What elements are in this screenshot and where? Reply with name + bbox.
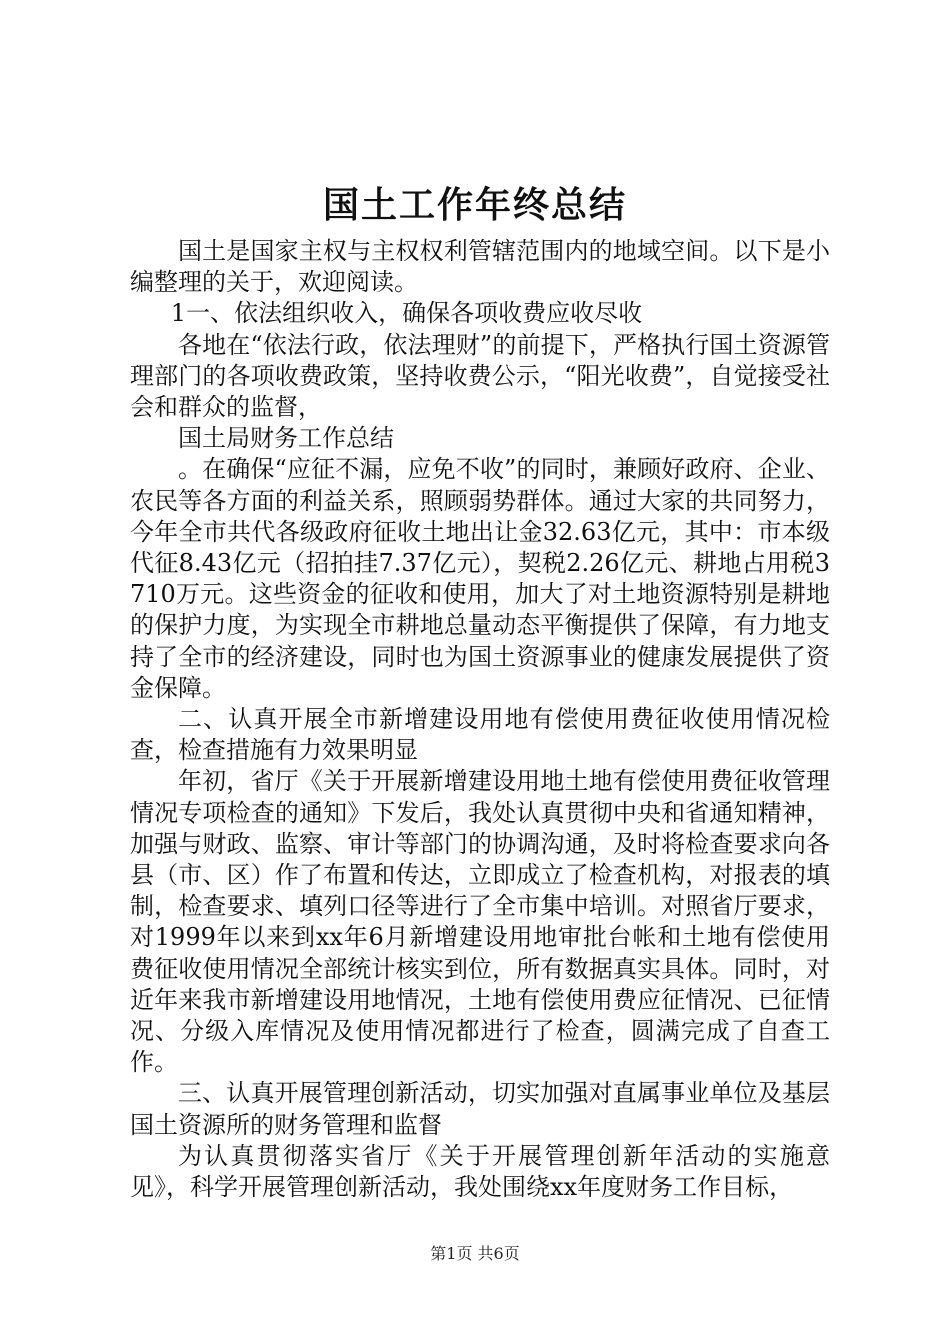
page-footer: 第1页 共6页 bbox=[430, 1244, 520, 1263]
paragraph-intro: 国土是国家主权与主权权利管辖范围内的地域空间。以下是小编整理的关于，欢迎阅读。 bbox=[130, 237, 830, 297]
document-title: 国土工作年终总结 bbox=[322, 184, 627, 226]
heading-section-1: 1一、依法组织收入，确保各项收费应收尽收 bbox=[170, 299, 643, 328]
paragraph-section-1-detail: 。在确保“应征不漏，应免不收”的同时，兼顾好政府、企业、农民等各方面的利益关系，照顾弱势群体。通过大家的共同努力，今年全市共代各级政府征收土地出让金32.63亿元，其中：市本级代征8.43亿元（招拍挂7.37亿元），契税2.26亿元、耕地占用税3710万元。这些资金的征收和使用，加大了对土地资源特别是耕地的保护力度，为实现全市耕地总量动态平衡提供了保障，有力地支持了全市的经济建设，同时也为国土资源事业的健康发展提供了资金保障。 bbox=[130, 455, 830, 702]
paragraph-section-3-body: 为认真贯彻落实省厅《关于开展管理创新年活动的实施意见》，科学开展管理创新活动，我处围绕xx年度财务工作目标， bbox=[130, 1141, 830, 1202]
heading-section-3: 三、认真开展管理创新活动，切实加强对直属事业单位及基层国土资源所的财务管理和监督 bbox=[130, 1079, 830, 1139]
paragraph-section-2-body: 年初，省厅《关于开展新增建设用地土地有偿使用费征收管理情况专项检查的通知》下发后，我处认真贯彻中央和省通知精神，加强与财政、监察、审计等部门的协调沟通，及时将检查要求向各县（市、区）作了布置和传达，立即成立了检查机构，对报表的填制，检查要求、填列口径等进行了全市集中培训。对照省厅要求，对1999年以来到xx年6月新增建设用地审批台帐和土地有偿使用费征收使用情况全部统计核实到位，所有数据真实具体。同时，对近年来我市新增建设用地情况，土地有偿使用费应征情况、已征情况、分级入库情况及使用情况都进行了检查，圆满完成了自查工作。 bbox=[130, 767, 830, 1077]
paragraph-subtitle: 国土局财务工作总结 bbox=[178, 424, 394, 453]
heading-section-2: 二、认真开展全市新增建设用地有偿使用费征收使用情况检查，检查措施有力效果明显 bbox=[130, 705, 830, 765]
document-body bbox=[130, 236, 830, 1203]
paragraph-section-1-body: 各地在“依法行政，依法理财”的前提下，严格执行国土资源管理部门的各项收费政策，坚持收费公示，“阳光收费”，自觉接受社会和群众的监督， bbox=[130, 330, 830, 422]
